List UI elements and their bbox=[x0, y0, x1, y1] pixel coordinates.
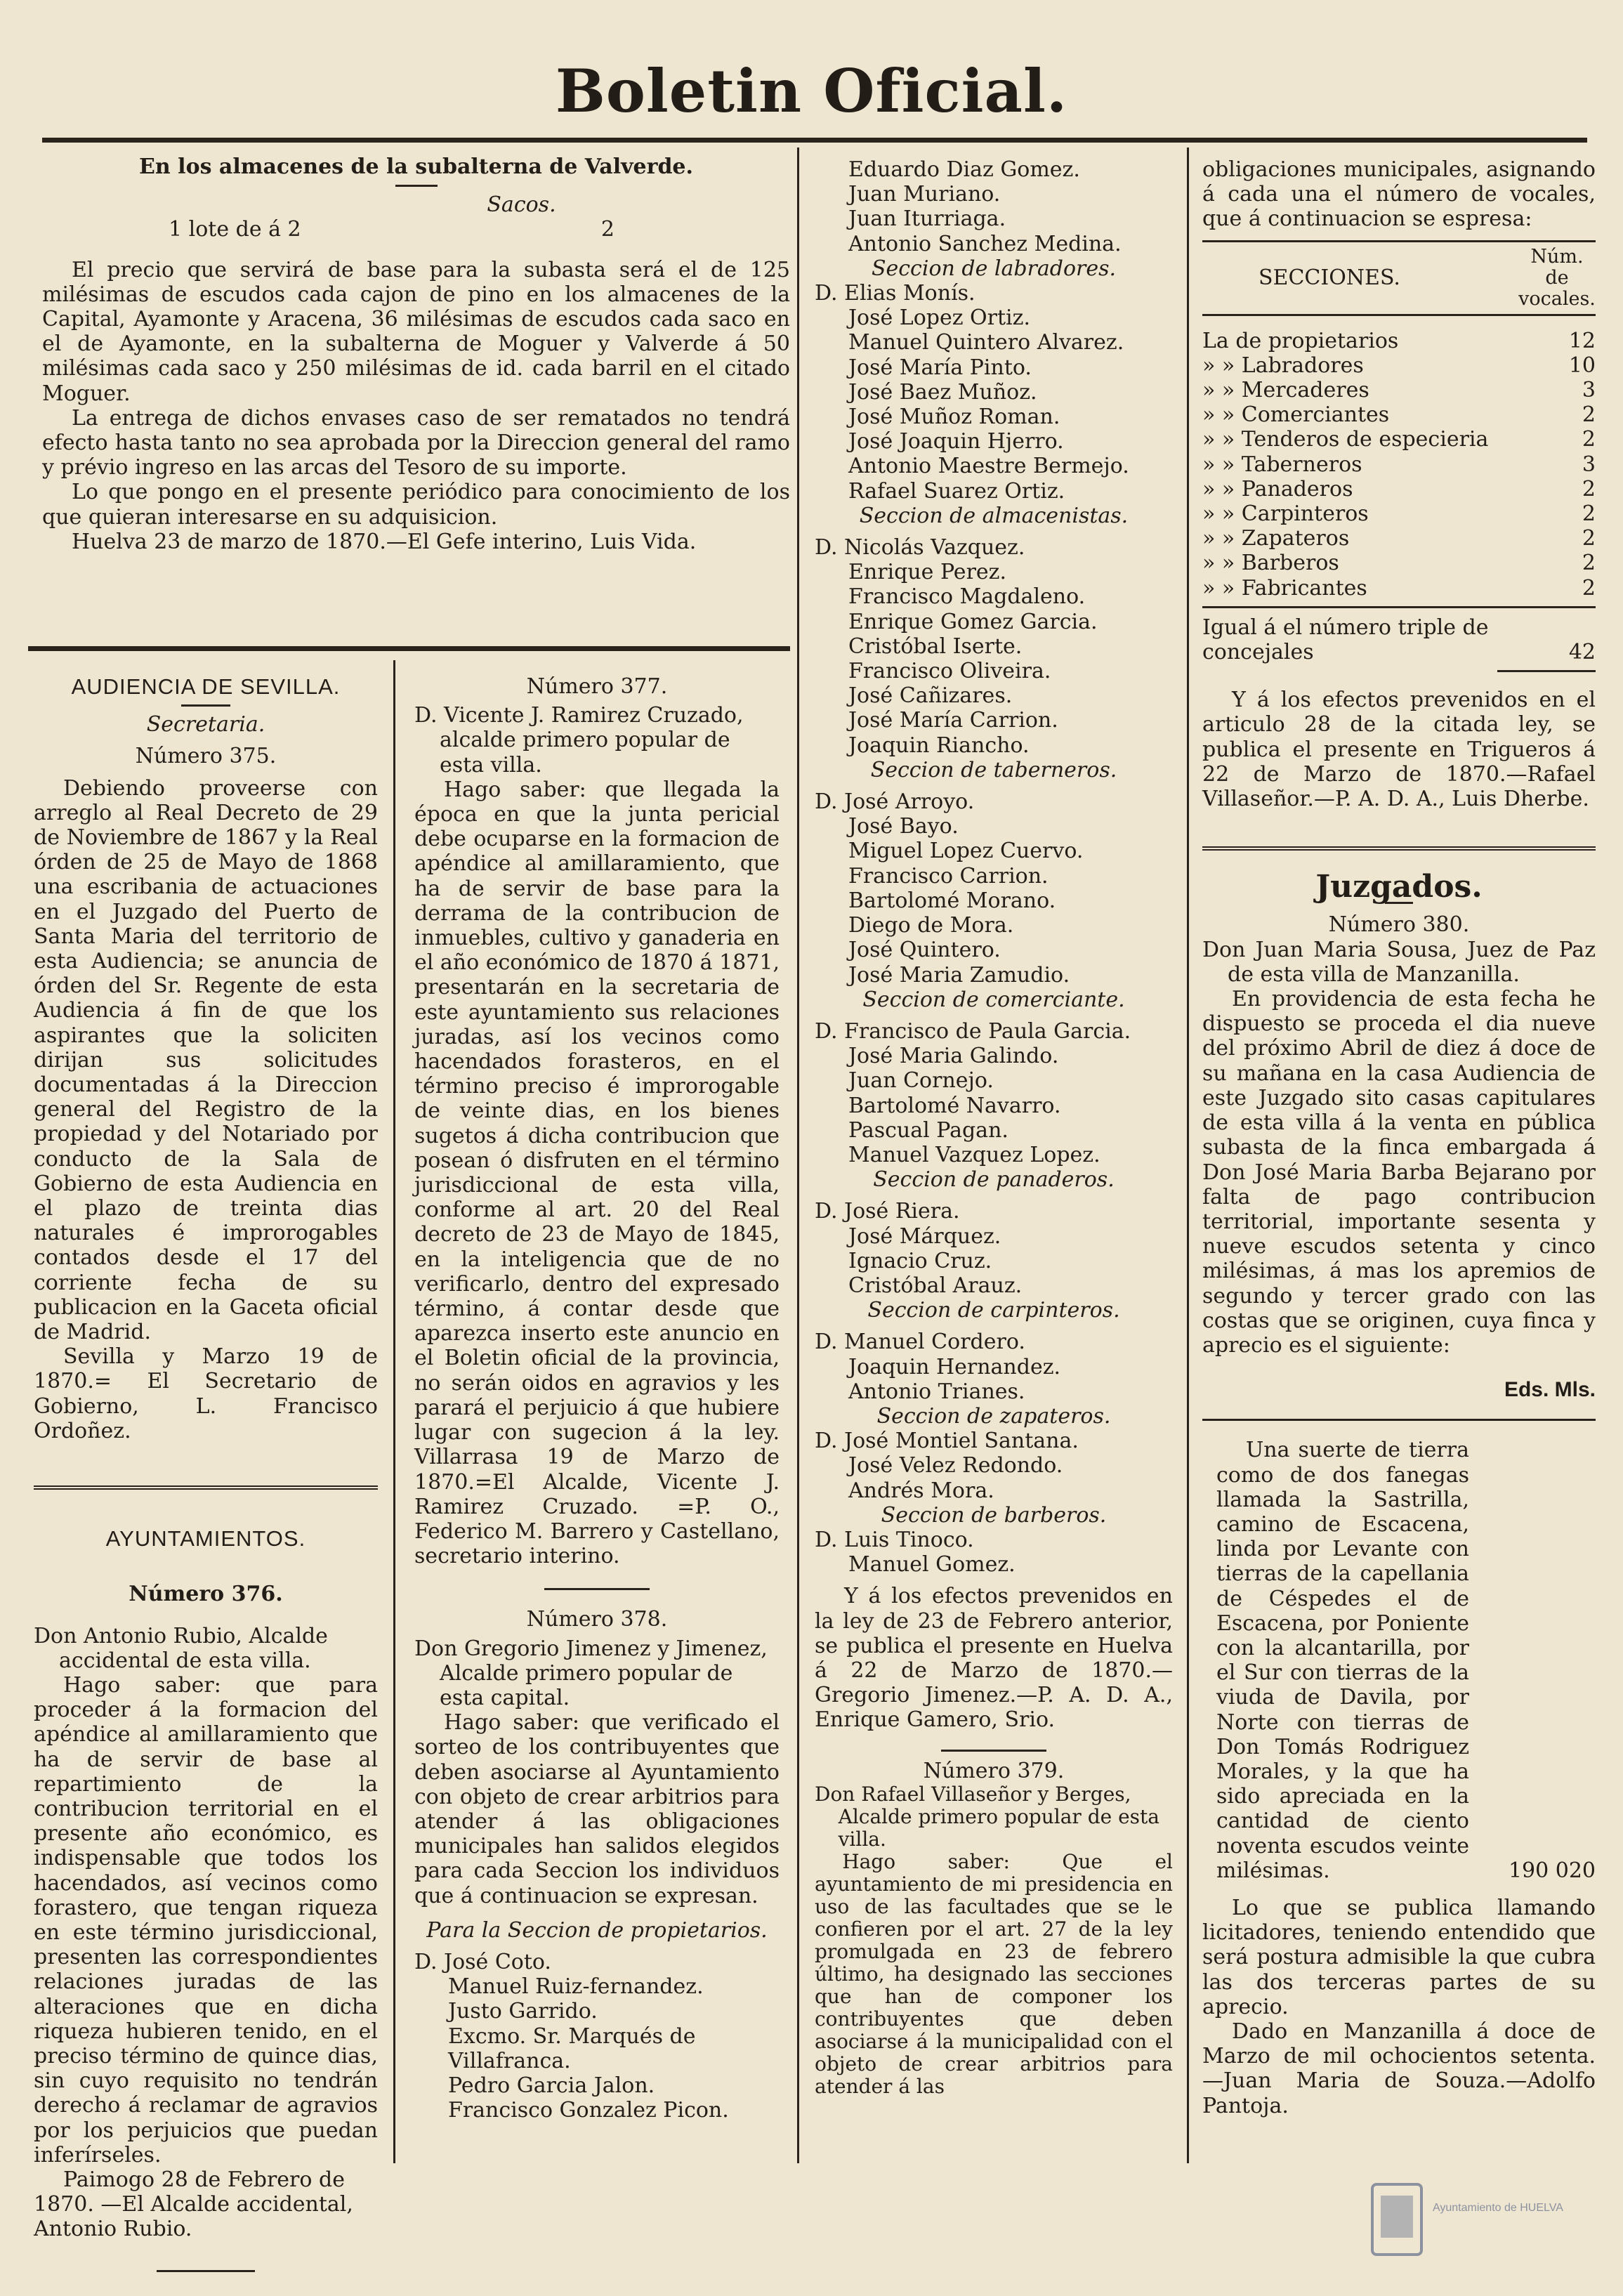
divider bbox=[544, 1588, 650, 1590]
total-row bbox=[1202, 615, 1596, 664]
name-item: Cristóbal Iserte. bbox=[848, 634, 1023, 659]
table-rule bbox=[1202, 606, 1596, 608]
propietarios-list bbox=[414, 1950, 780, 2123]
labradores-list bbox=[815, 281, 1173, 504]
name-item: D. José Arroyo. bbox=[815, 789, 975, 815]
section-name: » » Labradores bbox=[1202, 353, 1364, 378]
name-item: Cristóbal Arauz. bbox=[848, 1273, 1023, 1298]
table-row bbox=[1202, 576, 1596, 601]
n379-p1: Don Rafael Villaseñor y Berges, Alcalde primero popular de esta villa. bbox=[815, 1782, 1159, 1851]
name-item: Ignacio Cruz. bbox=[848, 1248, 992, 1273]
coat-of-arms-icon bbox=[1369, 2177, 1580, 2269]
finca-text: Una suerte de tierra como de dos fanegas llamada la Sastrilla, camino de Escacena, linda por Levante con tierras de la capellania de Céspedes el de Escacena, por Poniente con la alcantarilla, por el Sur con tierras de la viuda de Davila, por Norte con tierras de Don Tomás Rodriguez Morales, y la que ha sido apreciada en la cantidad de ciento noventa escudos veinte milésimas. bbox=[1216, 1438, 1469, 1883]
section-name: » » Comerciantes bbox=[1202, 402, 1390, 428]
section-count: 3 bbox=[1582, 378, 1596, 403]
n378-p2: Hago saber: que verificado el sorteo de los contribuyentes que deben asociarse al Ayuntamiento con objeto de crear arbitrios para atender á las obligaciones municipales han salidos elegidos para cada Seccion los individuos que á continuacion se expresan. bbox=[414, 1710, 780, 1908]
name-item: Pedro Garcia Jalon. bbox=[448, 2073, 655, 2098]
lote-qty: 2 bbox=[600, 217, 615, 242]
name-item: D. José Montiel Santana. bbox=[815, 1429, 1079, 1454]
eds-header: Eds. Mls. bbox=[1504, 1378, 1596, 1402]
name-item: José Quintero. bbox=[848, 938, 1001, 963]
name-item: Antonio Sanchez Medina. bbox=[848, 231, 1122, 256]
almacenistas-list bbox=[815, 535, 1173, 758]
sec-prop-heading: Para la Seccion de propietarios. bbox=[426, 1917, 768, 1943]
huelva-logo bbox=[1369, 2177, 1580, 2269]
section-count: 3 bbox=[1582, 452, 1596, 477]
sec-lab-heading: Seccion de labradores. bbox=[871, 256, 1117, 281]
section-count: 12 bbox=[1568, 328, 1596, 353]
sacos-label: Sacos. bbox=[487, 192, 556, 218]
section-name: » » Fabricantes bbox=[1202, 575, 1367, 601]
name-item: D. Francisco de Paula Garcia. bbox=[815, 1018, 1131, 1044]
zapateros-list bbox=[815, 1429, 1173, 1503]
logo-text: Ayuntamiento de HUELVA bbox=[1433, 2202, 1563, 2214]
name-item: Andrés Mora. bbox=[848, 1478, 994, 1503]
column-3 bbox=[815, 157, 1173, 2098]
section-count: 10 bbox=[1568, 353, 1596, 378]
name-item: José Maria Zamudio. bbox=[848, 962, 1070, 988]
name-item: Manuel Gomez. bbox=[848, 1552, 1016, 1577]
table-row bbox=[1202, 378, 1596, 402]
section-rule bbox=[28, 646, 790, 651]
name-item: José Lopez Ortiz. bbox=[848, 306, 1030, 331]
name-item: José Velez Redondo. bbox=[848, 1453, 1063, 1478]
lote-row bbox=[42, 217, 790, 242]
name-item: José Márquez. bbox=[848, 1224, 1001, 1249]
table-rule bbox=[1202, 314, 1596, 316]
divider bbox=[395, 185, 438, 187]
n376-p1: Don Antonio Rubio, Alcalde accidental de esta villa. bbox=[34, 1623, 328, 1673]
name-item: Joaquin Riancho. bbox=[848, 733, 1030, 758]
ayuntamientos-heading: AYUNTAMIENTOS. bbox=[105, 1526, 306, 1552]
table-rule bbox=[1202, 1419, 1596, 1421]
name-item: José Muñoz Roman. bbox=[848, 405, 1060, 430]
finca-amount: 190 020 bbox=[1508, 1858, 1596, 1883]
divider bbox=[1497, 670, 1596, 672]
name-item: Antonio Trianes. bbox=[848, 1379, 1025, 1404]
name-item: José Baez Muñoz. bbox=[848, 379, 1037, 405]
sec-bar-heading: Seccion de barberos. bbox=[881, 1502, 1107, 1528]
section-name: » » Zapateros bbox=[1202, 526, 1350, 551]
name-item: D. Manuel Cordero. bbox=[815, 1330, 1025, 1355]
n378-p1: Don Gregorio Jimenez y Jimenez, Alcalde primero popular de esta capital. bbox=[414, 1636, 768, 1710]
n379-closing: Y á los efectos prevenidos en el articulo 28 de la citada ley, se publica el presente en Trigueros á 22 de Marzo de 1870.—Rafael Villaseñor.—P. A. D. A., Luis Dherbe. bbox=[1202, 688, 1596, 812]
name-item: José Bayo. bbox=[848, 814, 959, 839]
comerciante-list bbox=[815, 1019, 1173, 1167]
almacenes-p2: La entrega de dichos envases caso de ser rematados no tendrá efecto hasta tanto no sea aprobada por la Direccion general del ramo y prévio ingreso en las arcas del Tesoro de su importe. bbox=[42, 405, 790, 480]
n380-p2: En providencia de esta fecha he dispuesto se proceda el dia nueve del próximo Abril de diez á doce de su mañana en la casa Audiencia de este Juzgado sito casas capitulares de esta villa á la venta en pública subasta de la finca embargada á Don José Maria Barba Bejarano por falta de pago contribucion territorial, importante sesenta y nueve escudos setenta y cinco milésimas, á mas los apremios de segundo y tercer grado con las costas que se originen, cuya finca y aprecio es el siguiente: bbox=[1202, 987, 1596, 1358]
divider bbox=[157, 2270, 255, 2272]
header-rule bbox=[42, 138, 1587, 143]
total-n: 42 bbox=[1568, 640, 1596, 665]
name-item: D. Nicolás Vazquez. bbox=[815, 535, 1025, 560]
name-item: D. Luis Tinoco. bbox=[815, 1527, 974, 1552]
secciones-table bbox=[1202, 329, 1596, 601]
n379-p2: Hago saber: Que el ayuntamiento de mi presidencia en uso de las facultades que se le confieren por el art. 27 de la ley promulgada en 23 de febrero último, ha designado las secciones que han de componer los contribuyentes que deben asociarse á la municipalidad con el objeto de crear arbitrios para atender á las bbox=[815, 1849, 1173, 2098]
barberos-list bbox=[815, 1528, 1173, 1577]
sec-car-heading: Seccion de carpinteros. bbox=[867, 1298, 1120, 1323]
carpinteros-list bbox=[815, 1330, 1173, 1404]
section-count: 2 bbox=[1582, 551, 1596, 576]
table-row bbox=[1202, 501, 1596, 526]
name-item: Joaquin Hernandez. bbox=[848, 1354, 1061, 1379]
audiencia-p1: Debiendo proveerse con arreglo al Real Decreto de 29 de Noviembre de 1867 y la Real órden de 25 de Mayo de 1868 una escribania de actuaciones en el Juzgado del Puerto de Santa Maria del territorio de esta Audiencia; se anuncia de órden del Sr. Regente de esta Audiencia á fin de que los aspirantes que la soliciten dirijan sus solicitudes documentadas á la Direccion general del Registro de la propiedad y del Notariado por conducto de la Sala de Gobierno de esta Audiencia en el plazo de treinta dias naturales é improrogables contados desde el 17 del corriente fecha de su publicacion en la Gaceta oficial de Madrid. bbox=[34, 775, 378, 1345]
newspaper-title: Boletin Oficial. bbox=[555, 56, 1068, 126]
section-rule bbox=[1202, 846, 1596, 851]
name-item: Francisco Carrion. bbox=[848, 863, 1049, 888]
name-item: José Joaquin Hjerro. bbox=[848, 429, 1064, 454]
name-item: José María Pinto. bbox=[848, 355, 1032, 380]
sec-alm-heading: Seccion de almacenistas. bbox=[859, 503, 1129, 528]
n377-p2: Hago saber: que llegada la época en que la junta pericial debe ocuparse en la formacion de apéndice al amillaramiento, que ha de servir de base para la derrama de la contribucion de inmuebles, cultivo y ganaderia en el año económico de 1870 á 1871, presentarán en la secretaria de este ayuntamiento sus relaciones juradas, así los vecinos como hacendados forasteros, en el término preciso é improrogable de veinte dias, en los bienes sugetos á dicha contribucion que posean ó disfruten en el término jurisdiccional de esta villa, conforme al art. 20 del Real decreto de 23 de Mayo de 1845, en la inteligencia que de no verificarlo, dentro del expresado término, á contar desde que aparezca inserto este anuncio en el Boletin oficial de la provincia, no serán oidos en agravios y les parará el perjuicio á que hubiere lugar con sugecion á la ley. Villarrasa 19 de Marzo de 1870.=El Alcalde, Vicente J. Ramirez Cruzado. =P. O., Federico M. Barrero y Castellano, secretario interino. bbox=[414, 777, 780, 1569]
name-item: Enrique Perez. bbox=[848, 560, 1006, 585]
section-count: 2 bbox=[1582, 476, 1596, 501]
name-item: D. José Coto. bbox=[414, 1949, 551, 1974]
lote-label: 1 lote de á 2 bbox=[169, 217, 301, 242]
table-row bbox=[1202, 329, 1596, 353]
table-row bbox=[1202, 477, 1596, 501]
table-row bbox=[1202, 402, 1596, 427]
column-4 bbox=[1202, 157, 1596, 2118]
name-item: Bartolomé Morano. bbox=[848, 888, 1056, 913]
column-1 bbox=[34, 674, 378, 2272]
n376-p2: Hago saber: que para proceder á la formacion del apéndice al amillaramiento que ha de servir de base al repartimiento de la contribucion territorial en el presente año económico, es indispensable que todos los hacendados, así vecinos como forastero, que tengan riqueza en este término jurisdiccional, presenten las correspondientes relaciones juradas de las alteraciones que en dicha riqueza hubieren tenido, en el preciso término de quince dias, sin cuyo requisito no tendrán derecho á reclamar de agravios por los perjuicios que puedan inferírseles. bbox=[34, 1672, 378, 2167]
section-name: » » Carpinteros bbox=[1202, 501, 1369, 527]
almacenes-notice bbox=[42, 155, 790, 554]
section-count: 2 bbox=[1582, 526, 1596, 551]
almacenes-p4: Huelva 23 de marzo de 1870.—El Gefe interino, Luis Vida. bbox=[72, 529, 697, 554]
name-item: Justo Garrido. bbox=[448, 1999, 598, 2024]
total-label: Igual á el número triple de concejales bbox=[1202, 615, 1489, 665]
sec-com-heading: Seccion de comerciante. bbox=[862, 987, 1125, 1012]
column-divider bbox=[393, 660, 395, 2163]
name-item: Miguel Lopez Cuervo. bbox=[848, 839, 1084, 864]
n380-p4: Dado en Manzanilla á doce de Marzo de mil ochocientos setenta. —Juan Maria de Souza.—Adolfo Pantoja. bbox=[1202, 2019, 1596, 2118]
name-item: Juan Cornejo. bbox=[848, 1068, 994, 1094]
table-row bbox=[1202, 526, 1596, 551]
section-name: » » Taberneros bbox=[1202, 452, 1362, 477]
name-item: Juan Iturriaga. bbox=[848, 206, 1006, 232]
ayuntamientos-numero: Número 376. bbox=[129, 1582, 283, 1607]
section-rule bbox=[34, 1485, 378, 1490]
name-item: D. Elias Monís. bbox=[815, 281, 975, 306]
name-item: Francisco Gonzalez Picon. bbox=[448, 2098, 729, 2123]
name-item: Manuel Vazquez Lopez. bbox=[848, 1142, 1100, 1167]
name-item: Diego de Mora. bbox=[848, 913, 1014, 938]
almacenes-heading: En los almacenes de la subalterna de Valverde. bbox=[139, 155, 693, 179]
name-item: Pascual Pagan. bbox=[848, 1117, 1008, 1143]
table-row bbox=[1202, 353, 1596, 378]
section-name: » » Barberos bbox=[1202, 551, 1339, 576]
name-item: José Maria Galindo. bbox=[848, 1044, 1059, 1069]
name-item: D. José Riera. bbox=[815, 1199, 960, 1224]
name-item: José María Carrion. bbox=[848, 708, 1058, 733]
section-name: » » Mercaderes bbox=[1202, 378, 1369, 403]
n377-numero: Número 377. bbox=[526, 674, 668, 699]
section-count: 2 bbox=[1582, 575, 1596, 601]
divider bbox=[941, 1750, 1046, 1752]
n380-p3: Lo que se publica llamando licitadores, teniendo entendido que será postura admisible la que cubra las dos terceras partes de su aprecio. bbox=[1202, 1895, 1596, 2019]
name-item: Rafael Suarez Ortiz. bbox=[848, 478, 1065, 504]
finca-row bbox=[1202, 1438, 1596, 1883]
almacenes-p1: El precio que servirá de base para la subasta será el de 125 milésimas de escudos cada cajon de pino en los almacenes de la Capital, Ayamonte y Aracena, 36 milésimas de escudos cada saco en el de Ayamonte, en la subalterna de Moguer y Valverde á 50 milésimas cada saco y 250 milésimas de id. cada barril en el citado Moguer. bbox=[42, 257, 790, 406]
table-h1: SECCIONES. bbox=[1259, 265, 1400, 290]
n380-p1: Don Juan Maria Sousa, Juez de Paz de esta villa de Manzanilla. bbox=[1202, 937, 1596, 987]
column-divider bbox=[1187, 147, 1189, 2163]
name-item: Francisco Magdaleno. bbox=[848, 584, 1086, 610]
sec-tab-heading: Seccion de taberneros. bbox=[870, 757, 1117, 782]
section-count: 2 bbox=[1582, 427, 1596, 452]
n376-p3: Paimogo 28 de Febrero de 1870. —El Alcalde accidental, Antonio Rubio. bbox=[34, 2167, 353, 2242]
n378-closing: Y á los efectos prevenidos en la ley de 23 de Febrero anterior, se publica el presente en Huelva á 22 de Marzo de 1870.—Gregorio Jimenez.—P. A. D. A., Enrique Gamero, Srio. bbox=[815, 1584, 1173, 1733]
audiencia-sub: Secretaria. bbox=[146, 712, 265, 737]
section-count: 2 bbox=[1582, 501, 1596, 527]
continued-list bbox=[815, 157, 1173, 256]
n377-p1: D. Vicente J. Ramirez Cruzado, alcalde primero popular de esta villa. bbox=[414, 703, 744, 778]
audiencia-p2: Sevilla y Marzo 19 de 1870.= El Secretario de Gobierno, L. Francisco Ordoñez. bbox=[34, 1344, 378, 1443]
section-name: La de propietarios bbox=[1202, 328, 1399, 353]
almacenes-p3: Lo que pongo en el presente periódico para conocimiento de los que quieran interesarse en su adquisicion. bbox=[42, 480, 790, 530]
panaderos-list bbox=[815, 1199, 1173, 1298]
n379-p2b: obligaciones municipales, asignando á cada una el número de vocales, que á continuacion se espresa: bbox=[1202, 157, 1596, 232]
juzgados-heading: Juzgados. bbox=[1315, 869, 1483, 905]
column-2 bbox=[414, 674, 780, 2123]
name-item: Manuel Quintero Alvarez. bbox=[848, 330, 1124, 355]
divider bbox=[181, 704, 230, 707]
table-row bbox=[1202, 452, 1596, 477]
sec-pan-heading: Seccion de panaderos. bbox=[873, 1167, 1115, 1193]
taberneros-list bbox=[815, 789, 1173, 988]
section-name: » » Tenderos de especieria bbox=[1202, 427, 1489, 452]
n379-numero: Número 379. bbox=[923, 1758, 1065, 1783]
name-item: Francisco Oliveira. bbox=[848, 659, 1051, 684]
column-divider bbox=[797, 147, 799, 2163]
n380-numero: Número 380. bbox=[1328, 912, 1470, 938]
table-row bbox=[1202, 427, 1596, 452]
section-count: 2 bbox=[1582, 402, 1596, 428]
name-item: Eduardo Diaz Gomez. bbox=[848, 157, 1080, 182]
table-h2: Núm. de vocales. bbox=[1518, 245, 1596, 310]
name-item: Juan Muriano. bbox=[848, 182, 1001, 207]
table-row bbox=[1202, 551, 1596, 575]
section-name: » » Panaderos bbox=[1202, 476, 1353, 501]
audiencia-numero: Número 375. bbox=[135, 744, 277, 769]
name-item: Bartolomé Navarro. bbox=[848, 1093, 1061, 1118]
n378-numero: Número 378. bbox=[526, 1607, 668, 1632]
name-item: Enrique Gomez Garcia. bbox=[848, 609, 1098, 634]
audiencia-heading: AUDIENCIA DE SEVILLA. bbox=[71, 674, 341, 699]
sec-zap-heading: Seccion de zapateros. bbox=[876, 1403, 1111, 1429]
table-header bbox=[1202, 242, 1596, 314]
name-item: Excmo. Sr. Marqués de Villafranca. bbox=[448, 2023, 696, 2073]
name-item: Antonio Maestre Bermejo. bbox=[848, 454, 1129, 479]
name-item: José Cañizares. bbox=[848, 683, 1013, 709]
name-item: Manuel Ruiz-fernandez. bbox=[448, 1974, 704, 2000]
